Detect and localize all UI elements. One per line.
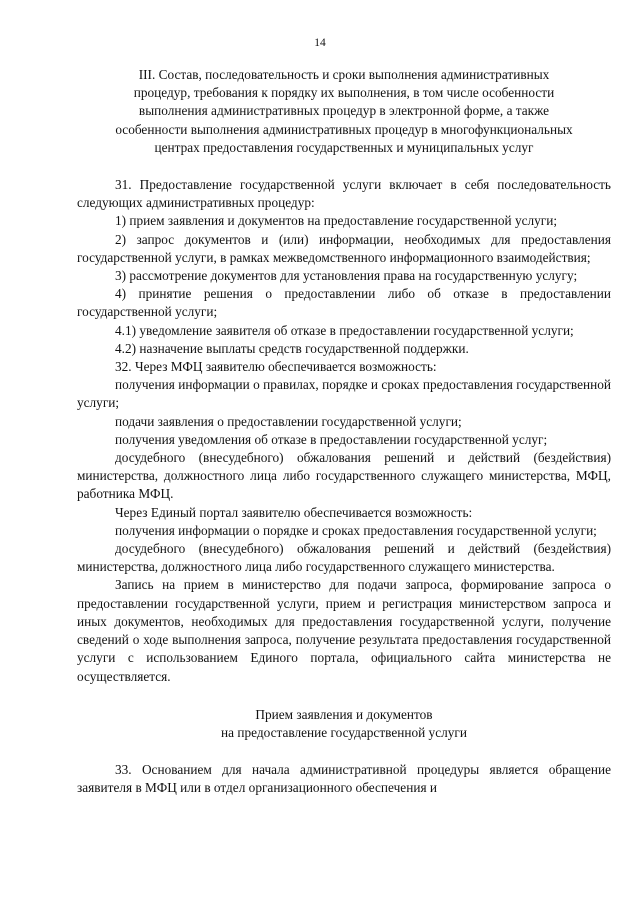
paragraph: Через Единый портал заявителю обеспечивается возможность: <box>115 504 473 520</box>
list-item: 2) запрос документов и (или) информации, необходимых для предоставления государственной услуги, в рамках межведомственного информационного взаимодействия; <box>77 231 611 265</box>
list-item: 4.2) назначение выплаты средств государственной поддержки. <box>115 340 469 356</box>
list-item: подачи заявления о предоставлении государственной услуги; <box>115 413 462 429</box>
subsection-heading-line: на предоставление государственной услуги <box>221 724 467 740</box>
section-heading-line: выполнения административных процедур в электронной форме, а также <box>138 103 550 119</box>
list-item: получения информации о порядке и сроках предоставления государственной услуги; <box>115 522 597 538</box>
list-item: получения уведомления об отказе в предоставлении государственной услуг; <box>115 431 548 447</box>
list-item: 4) принятие решения о предоставлении либо об отказе в предоставлении государственной услуги; <box>77 286 611 320</box>
paragraph-31: 31. Предоставление государственной услуги включает в себя последовательность следующих административных процедур: <box>77 177 611 211</box>
paragraph-33: 33. Основанием для начала административной процедуры является обращение заявителя в МФЦ или в отдел организационного обеспечения и <box>77 762 611 796</box>
list-item: досудебного (внесудебного) обжалования решений и действий (бездействия) министерства, должностного лица либо государственного служащего министерства. <box>77 541 611 575</box>
section-heading-line: центрах предоставления государственных и муниципальных услуг <box>154 139 534 155</box>
page-number: 14 <box>314 37 326 49</box>
list-item: досудебного (внесудебного) обжалования решений и действий (бездействия) министерства, должностного лица либо государственного служащего министерства, МФЦ, работника МФЦ. <box>77 450 611 502</box>
paragraph-32: 32. Через МФЦ заявителю обеспечивается возможность: <box>115 359 437 375</box>
list-item: 3) рассмотрение документов для установления права на государственную услугу; <box>115 268 578 284</box>
list-item: 4.1) уведомление заявителя об отказе в предоставлении государственной услуги; <box>115 322 574 338</box>
section-heading-line: процедур, требования к порядку их выполнения, в том числе особенности <box>133 85 555 101</box>
subsection-heading <box>77 706 611 742</box>
list-item: 1) прием заявления и документов на предоставление государственной услуги; <box>115 213 558 229</box>
subsection-heading-line: Прием заявления и документов <box>255 706 433 722</box>
page-content <box>77 66 611 798</box>
list-item: получения информации о правилах, порядке и сроках предоставления государственной услуги; <box>77 377 611 411</box>
section-heading-line: особенности выполнения административных процедур в многофункциональных <box>115 121 573 137</box>
section-heading <box>77 66 611 157</box>
paragraph: Запись на прием в министерство для подачи запроса, формирование запроса о предоставлении государственной услуги, прием и регистрация министерством запроса и иных документов, необходимых для предоставления государственной услуги, получение сведений о ходе выполнения запроса, получение результата предоставления государственной услуги с использованием Единого портала, официального сайта министерства не осуществляется. <box>77 577 611 684</box>
section-heading-line: III. Состав, последовательность и сроки выполнения административных <box>138 67 550 82</box>
